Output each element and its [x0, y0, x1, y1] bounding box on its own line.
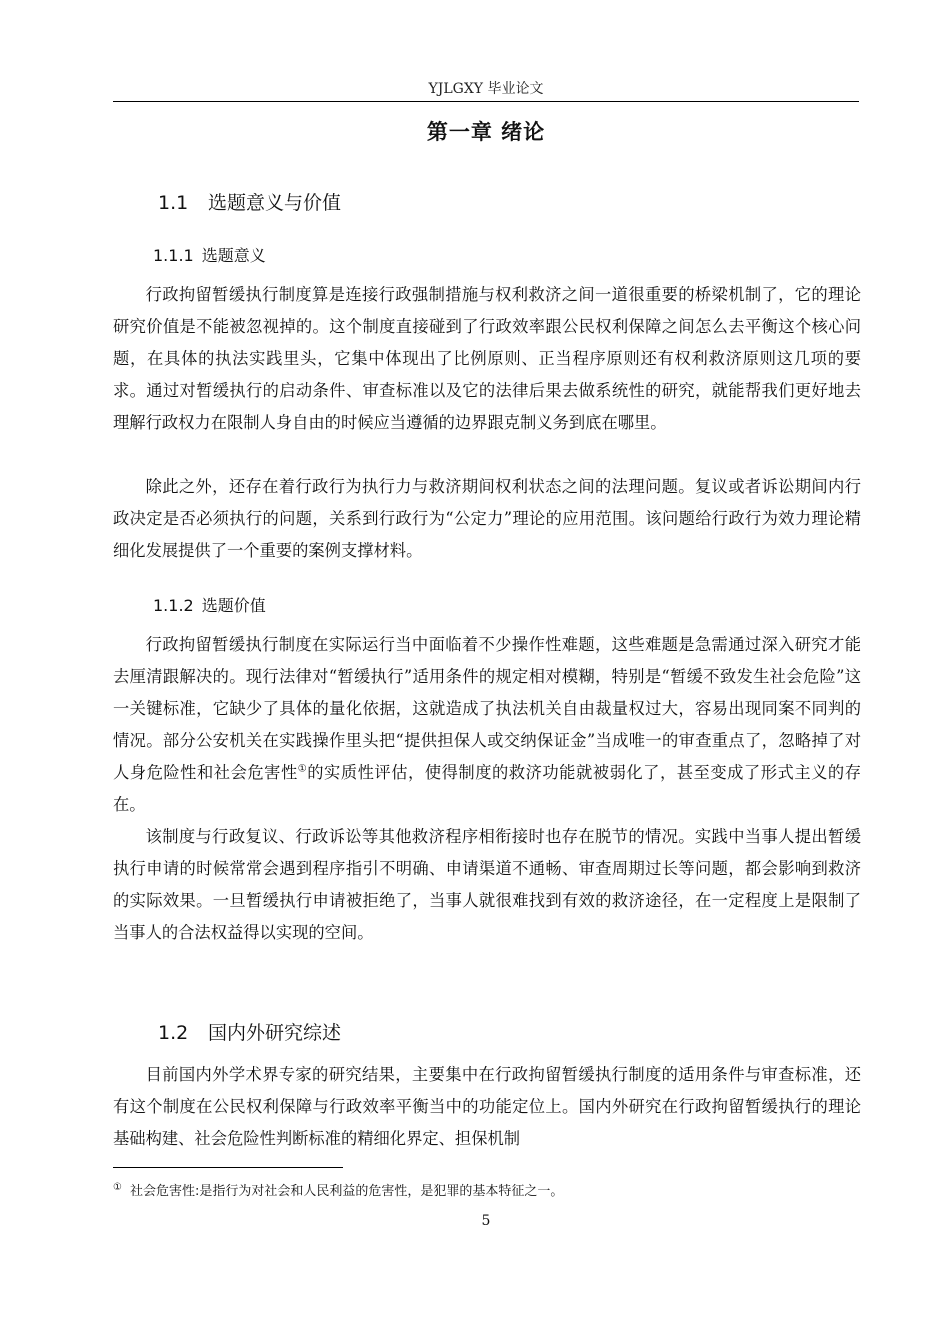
section-number: 1.1: [158, 192, 189, 214]
page-number: 5: [481, 1213, 491, 1229]
paragraph: 目前国内外学术界专家的研究结果，主要集中在行政拘留暂缓执行制度的适用条件与审查标准，还有这个制度在公民权利保障与行政效率平衡当中的功能定位上。国内外研究在行政拘留暂缓执行的理论基础构建、社会危险性判断标准的精细化界定、担保机制: [113, 1065, 861, 1148]
subsection-number: 1.1.2: [153, 596, 194, 615]
footnote-reference[interactable]: ①: [297, 763, 308, 775]
paragraph: 该制度与行政复议、行政诉讼等其他救济程序相衔接时也存在脱节的情况。实践中当事人提出暂缓执行申请的时候常常会遇到程序指引不明确、申请渠道不通畅、审查周期过长等问题，都会影响到救济的实际效果。一旦暂缓执行申请被拒绝了，当事人就很难找到有效的救济途径，在一定程度上是限制了当事人的合法权益得以实现的空间。: [113, 827, 861, 942]
subsection-heading-1-1-1: [153, 243, 266, 266]
section-title: 国内外研究综述: [208, 1022, 342, 1044]
footnote: [113, 1180, 859, 1199]
subsection-title: 选题意义: [201, 246, 266, 265]
header-rule: [113, 101, 859, 102]
subsection-number: 1.1.1: [153, 246, 194, 265]
paragraph: 行政拘留暂缓执行制度算是连接行政强制措施与权利救济之间一道很重要的桥梁机制了，它的理论研究价值是不能被忽视掉的。这个制度直接碰到了行政效率跟公民权利保障之间怎么去平衡这个核心问题，在具体的执法实践里头，它集中体现出了比例原则、正当程序原则还有权利救济原则这几项的要求。通过对暂缓执行的启动条件、审查标准以及它的法律后果去做系统性的研究，就能帮我们更好地去理解行政权力在限制人身自由的时候应当遵循的边界跟克制义务到底在哪里。: [113, 285, 861, 432]
footnote-mark: ①: [113, 1181, 122, 1193]
chapter-title: 第一章 绪论: [426, 120, 546, 144]
section-title: 选题意义与价值: [208, 192, 342, 214]
section-heading-1-1: [158, 188, 341, 215]
paragraph-text: 的实质性评估，使得制度的救济功能就被弱化了，甚至变成了形式主义的存在。: [113, 763, 861, 814]
section-heading-1-2: [158, 1018, 341, 1045]
footnote-text: 社会危害性:是指行为对社会和人民利益的危害性，是犯罪的基本特征之一。: [129, 1184, 564, 1199]
running-header: YJLGXY 毕业论文: [428, 81, 544, 97]
footnote-separator: [113, 1167, 343, 1168]
section-number: 1.2: [158, 1022, 189, 1044]
paragraph-text: 行政拘留暂缓执行制度在实际运行当中面临着不少操作性难题，这些难题是急需通过深入研究才能去厘清跟解决的。现行法律对“暂缓执行”适用条件的规定相对模糊，特别是“暂缓不致发生社会危险”这一关键标准，它缺少了具体的量化依据，这就造成了执法机关自由裁量权过大，容易出现同案不同判的情况。部分公安机关在实践操作里头把“提供担保人或交纳保证金”当成唯一的审查重点了，忽略掉了对人身危险性和社会危害性: [113, 635, 861, 782]
paragraph: 除此之外，还存在着行政行为执行力与救济期间权利状态之间的法理问题。复议或者诉讼期间内行政决定是否必须执行的问题，关系到行政行为“公定力”理论的应用范围。该问题给行政行为效力理论精细化发展提供了一个重要的案例支撑材料。: [113, 477, 861, 560]
paragraph: [113, 629, 861, 821]
subsection-title: 选题价值: [201, 596, 266, 615]
subsection-heading-1-1-2: [153, 593, 266, 616]
